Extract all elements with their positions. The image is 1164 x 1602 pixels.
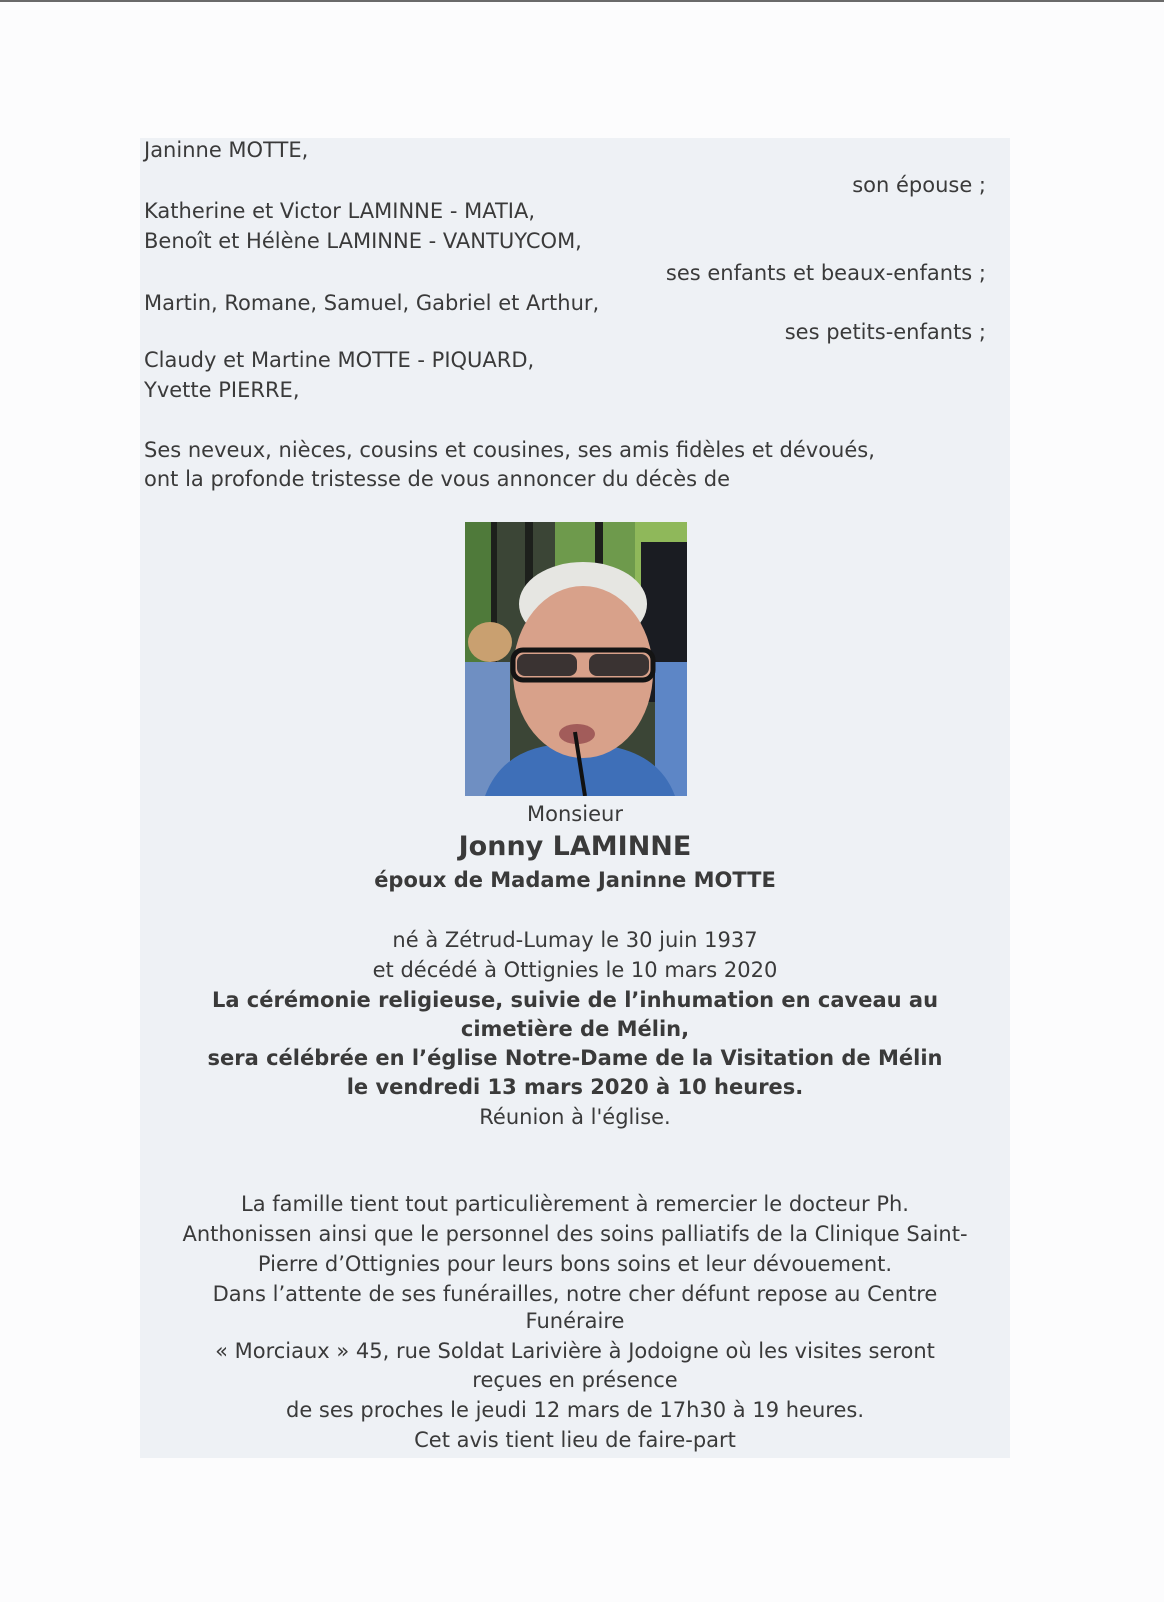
relative-line-1: Claudy et Martine MOTTE - PIQUARD, [144, 348, 535, 372]
ceremony-line-1: La cérémonie religieuse, suivie de l’inhumation en caveau au [211, 988, 939, 1012]
thanks-line-6: « Morciaux » 45, rue Soldat Larivière à Jodoigne où les visites seront [215, 1339, 935, 1363]
ceremony-line-2: cimetière de Mélin, [460, 1017, 690, 1041]
portrait-photo [465, 522, 687, 796]
children-role: ses enfants et beaux-enfants ; [665, 261, 986, 285]
grandchildren-role: ses petits-enfants ; [784, 320, 986, 344]
child-line-1: Katherine et Victor LAMINNE - MATIA, [144, 199, 536, 223]
thanks-line-9: Cet avis tient lieu de faire-part [414, 1428, 736, 1452]
deceased-name: Jonny LAMINNE [458, 831, 692, 862]
ceremony-line-3: sera célébrée en l’église Notre-Dame de la Visitation de Mélin [207, 1046, 943, 1070]
spouse-name: Janinne MOTTE, [144, 138, 309, 162]
thanks-line-1: La famille tient tout particulièrement à remercier le docteur Ph. [241, 1192, 909, 1216]
death-line: et décédé à Ottignies le 10 mars 2020 [372, 958, 778, 982]
reunion-line: Réunion à l'église. [479, 1105, 671, 1129]
thanks-line-3: Pierre d’Ottignies pour leurs bons soins et leur dévouement. [257, 1252, 893, 1276]
relative-line-2: Yvette PIERRE, [144, 378, 300, 402]
announcement-line-2: ont la profonde tristesse de vous annoncer du décès de [144, 467, 730, 491]
thanks-line-4: Dans l’attente de ses funérailles, notre cher défunt repose au Centre [212, 1282, 938, 1306]
spouse-role: son épouse ; [852, 173, 986, 197]
deceased-spouse-line: époux de Madame Janinne MOTTE [374, 868, 776, 892]
thanks-line-5: Funéraire [525, 1309, 625, 1333]
deceased-title: Monsieur [527, 802, 623, 826]
ceremony-line-4: le vendredi 13 mars 2020 à 10 heures. [346, 1075, 804, 1099]
birth-line: né à Zétrud-Lumay le 30 juin 1937 [392, 928, 758, 952]
announcement-line-1: Ses neveux, nièces, cousins et cousines, ses amis fidèles et dévoués, [144, 438, 875, 462]
thanks-line-7: reçues en présence [472, 1368, 678, 1392]
child-line-2: Benoît et Hélène LAMINNE - VANTUYCOM, [144, 229, 582, 253]
thanks-line-2: Anthonissen ainsi que le personnel des soins palliatifs de la Clinique Saint- [182, 1222, 968, 1246]
thanks-line-8: de ses proches le jeudi 12 mars de 17h30 à 19 heures. [286, 1398, 864, 1422]
grandchildren-line: Martin, Romane, Samuel, Gabriel et Arthur, [144, 291, 600, 315]
